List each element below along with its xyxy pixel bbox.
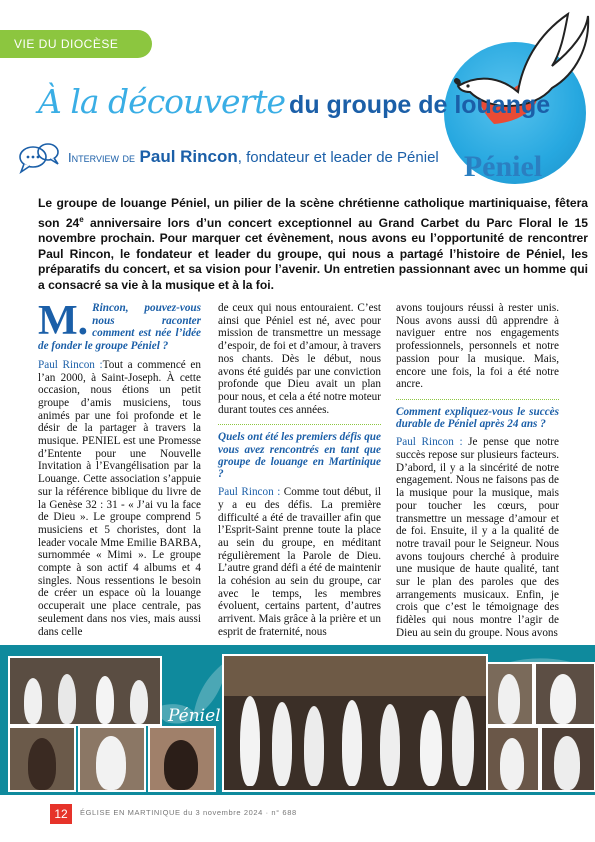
question-2: Quels ont été les premiers défis que vous avez rencontrés en tant que groupe de louange en Martinique ? [218, 431, 381, 480]
separator [218, 424, 381, 425]
photo-singer-1 [8, 726, 76, 792]
answer-1-part1: Tout a commencé en l’an 2000, à Saint-Joseph. À cette occasion, nous étions un petit groupe d’amis musiciens, tous animés par une foi profonde et le désir de la partager à travers la musique. PENIEL est une Promesse d’Entente pour une Nouvelle Invitation à l’Evangélisation par la Louange. Cette association s’appuie sur la référence biblique du livre de la Genèse 32 : 31 - « J’ai vu la face de Dieu ». Le groupe comprend 5 musiciens et 5 choristes, dont la leader vocale Mme Emilie BARBA, surnommée « Mimi ». Le groupe compte à son actif 4 albums et 4 singles. Nous ressentions le besoin de créer un espace où la louange occuperait une place centrale, pas seulement dans nos vies, mais aussi dans celle [38, 358, 201, 638]
answer-2-part1: Comme tout début, il y a eu des défis. La première difficulté a été de travailler afin que l’Esprit-Saint prenne toute la place au sein du groupe, en méditant régulièrement la Parole de Dieu. L’autre grand défi a été de maintenir la cohésion au sein du groupe, car avec le temps, les membres évoluent, certains partent, d’autres arrivent. Mais grâce à la prière et un esprit de fraternité, nous [218, 486, 381, 638]
photo-singer-2 [78, 726, 146, 792]
answer-1-part2: de ceux qui nous entouraient. C’est ainsi que Péniel est né, avec pour mission de transmettre un message d’espoir, de foi et d’amour, à travers nos chants. Dès le début, nous avons été guidés par une conviction profonde que Dieu avait un plan pour nous, et cela a été notre moteur durant toutes ces années. [218, 302, 381, 416]
page-number: 12 [50, 804, 72, 824]
subtitle-prefix: Interview de [68, 150, 136, 165]
section-tag [0, 30, 152, 58]
lead-text-2: anniversaire lors d’un concert exceptionnel au Grand Carbet du Parc Floral le 15 novembre prochain. Pour marquer cet évènement, nous avons eu l’opportunité de rencontrer Paul Rincon, le fondateur et leader du groupe, qui nous a partagé l’histoire de Péniel, les préparatifs du concert, et sa vision pour l’avenir. Un entretien passionnant avec un homme qui a consacré sa vie à la musique et à la foi. [38, 215, 588, 292]
column-2 [218, 302, 381, 639]
article-title [38, 82, 551, 128]
lead-paragraph [38, 196, 588, 294]
speaker-label: Paul Rincon : [38, 358, 103, 371]
answer-3: Je pense que notre succès repose sur plusieurs facteurs. D’abord, il y a la sincérité de notre engagement. Nous ne faisons pas de la musique pour la musique, mais pour toucher les cœurs, pour transmettre un message d’amour et de foi. Ensuite, il y a la qualité de notre travail pour le Seigneur. Nous avons toujours cherché à produire une musique de haute qualité, tant sur le plan des paroles que des arrangements musicaux. Enfin, je crois que c’est le témoignage des fidèles qui nous montre l’agir de Dieu au sein du groupe. Nous avons [396, 436, 559, 639]
answer-2-part2: avons toujours réussi à rester unis. Nous avons aussi dû apprendre à naviguer entre nos engagements professionnels, personnels et notre passion pour la musique. Mais, encore une fois, la foi a été notre ancre. [396, 302, 559, 391]
photo-singer-3 [148, 726, 216, 792]
lead-sup: e [79, 214, 84, 224]
question-1: Rincon, pouvez-vous nous raconter comment est née l’idée de fonder le groupe Péniel ? [38, 302, 201, 353]
section-label: VIE DU DIOCÈSE [14, 37, 119, 51]
dropcap: M. [38, 298, 89, 344]
photo-musician-2 [534, 662, 595, 726]
photo-musician-1 [486, 662, 534, 726]
question-3: Comment expliquez-vous le succès durable de Péniel après 24 ans ? [396, 405, 559, 431]
title-bold: du groupe de louange [289, 91, 551, 119]
subtitle-rest: , fondateur et leader de Péniel [237, 149, 439, 166]
photo-choir-singers [8, 656, 162, 726]
lead-text-1: Le groupe de louange Péniel, un pilier de la scène chrétienne catholique martiniquaise, fêtera son 24 [38, 196, 588, 230]
strip-label: Péniel [168, 706, 221, 726]
speaker-label: Paul Rincon : [396, 436, 463, 449]
photo-musician-4 [540, 726, 595, 792]
subtitle-name: Paul Rincon [139, 147, 238, 166]
peniel-logo-text: Péniel [463, 150, 543, 183]
footer-text: ÉGLISE EN MARTINIQUE du 3 novembre 2024 · n° 688 [80, 808, 297, 817]
photo-musician-3 [486, 726, 540, 792]
column-3 [396, 302, 559, 640]
article-subtitle [68, 147, 439, 167]
dove-heart-icon [448, 6, 590, 146]
title-script: À la découverte [38, 82, 286, 121]
chat-bubbles-icon [18, 140, 60, 178]
separator [396, 399, 559, 400]
column-1 [38, 298, 201, 638]
photo-concert-stage [222, 654, 488, 792]
speaker-label: Paul Rincon : [218, 486, 281, 499]
